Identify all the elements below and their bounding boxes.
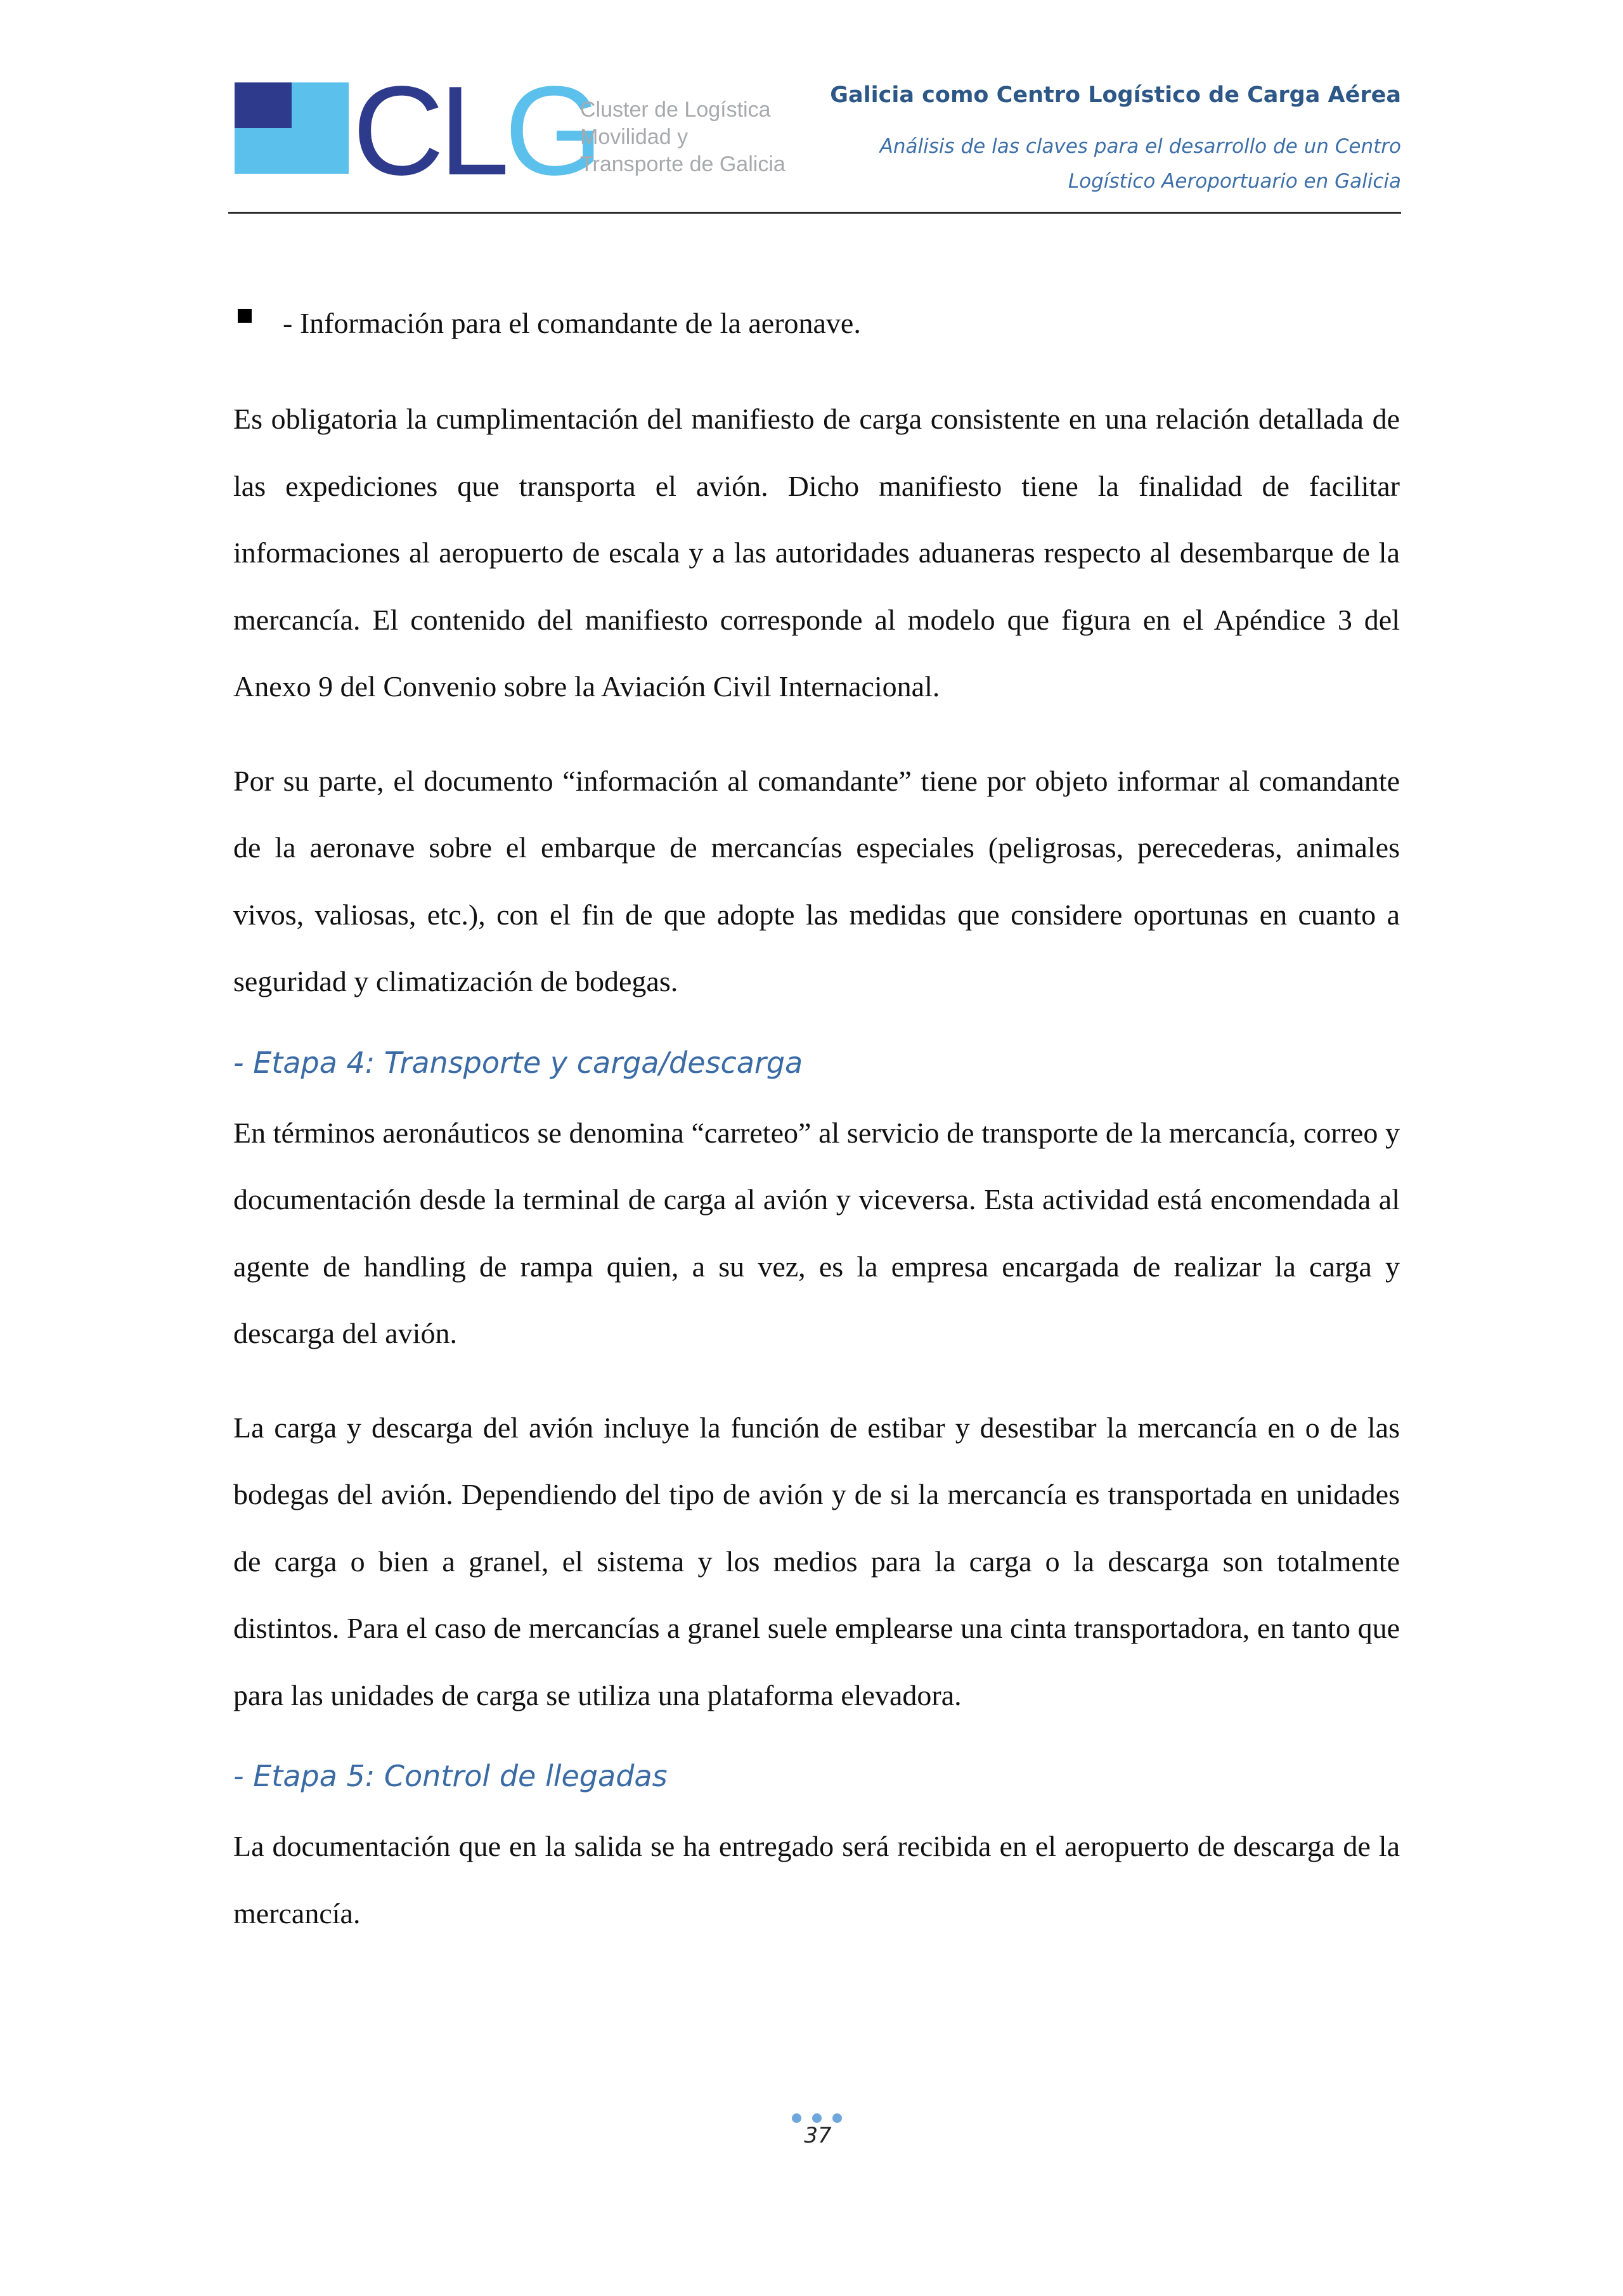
logo-letter-c: C — [352, 60, 439, 202]
document-title: Galicia como Centro Logístico de Carga Aérea — [830, 82, 1401, 108]
bullet-text: - Información para el comandante de la aeronave. — [283, 307, 861, 339]
paragraph: En términos aeronáuticos se denomina “carreteo” al servicio de transporte de la mercancía, correo y documentación desde la terminal de carga al avión y viceversa. Esta actividad está encomendada al agente de handling de rampa quien, a su vez, es la empresa encargada de realizar la carga y descarga del avión. — [233, 1116, 1400, 1349]
section-heading-stage-5: - Etapa 5: Control de llegadas — [233, 1759, 668, 1793]
paragraph: Es obligatoria la cumplimentación del manifiesto de carga consistente en una relación detallada de las expediciones que transporta el avión. Dicho manifiesto tiene la finalidad de facilitar informaciones al aeropuerto de escala y a las autoridades aduaneras respecto al desembarque de la mercancía. El contenido del manifiesto corresponde al modelo que figura en el Apéndice 3 del Anexo 9 del Convenio sobre la Aviación Civil Internacional. — [233, 403, 1400, 703]
header-divider — [228, 212, 1401, 214]
footer-dot — [792, 2113, 801, 2123]
logo-acronym — [352, 60, 598, 202]
running-header — [830, 76, 1401, 199]
paragraph: Por su parte, el documento “información al comandante” tiene por objeto informar al comandante de la aeronave sobre el embarque de mercancías especiales (peligrosas, perecederas, animales vivos, valiosas, etc.), con el fin de que adopte las medidas que considere oportunas en cuanto a seguridad y climatización de bodegas. — [233, 764, 1400, 997]
footer-dots-icon — [792, 2113, 843, 2124]
footer-dot — [812, 2113, 822, 2123]
logo-tagline — [580, 96, 786, 178]
footer-dot — [832, 2113, 842, 2123]
square-bullet-icon — [238, 309, 252, 323]
logo-tagline-line: Cluster de Logística — [580, 98, 771, 122]
clg-logo — [235, 60, 805, 202]
page-body — [233, 298, 1400, 1974]
document-subtitle — [830, 129, 1401, 199]
logo-tagline-line: Movilidad y — [580, 125, 689, 149]
logo-letter-g: G — [504, 60, 598, 202]
bullet-item — [233, 298, 1400, 349]
paragraph: La documentación que en la salida se ha entregado será recibida en el aeropuerto de descarga de la mercancía. — [233, 1830, 1400, 1930]
logo-letters — [349, 60, 598, 202]
page-number: 37 — [804, 2123, 832, 2148]
document-subtitle-line: Análisis de las claves para el desarrollo de un Centro — [879, 135, 1401, 158]
logo-letter-l: L — [439, 60, 505, 202]
logo-tagline-line: Transporte de Galicia — [580, 152, 786, 176]
section-heading-stage-4: - Etapa 4: Transporte y carga/descarga — [233, 1045, 803, 1080]
document-subtitle-line: Logístico Aeroportuario en Galicia — [1068, 170, 1401, 193]
logo-square-dark — [235, 82, 292, 128]
paragraph: La carga y descarga del avión incluye la función de estibar y desestibar la mercancía en o de las bodegas del avión. Dependiendo del tipo de avión y de si la mercancía es transportada en unidades de carga o bien a granel, el sistema y los medios para la carga o la descarga son totalmente distintos. Para el caso de mercancías a granel suele emplearse una cinta transportadora, en tanto que para las unidades de carga se utiliza una plataforma elevadora. — [233, 1411, 1400, 1711]
